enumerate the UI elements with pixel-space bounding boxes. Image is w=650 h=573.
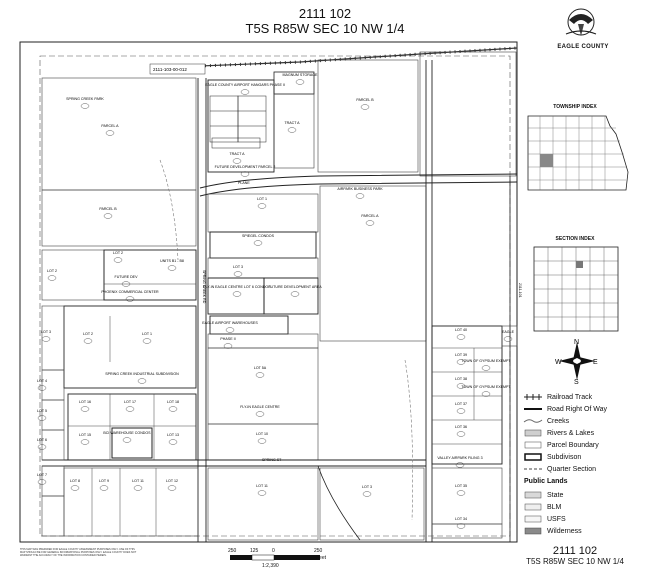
road-label-road_spring: SPRING CREEK RD (202, 270, 206, 304)
parcel-marker-tract_a2[interactable] (233, 159, 241, 164)
parcel-marker-airpark_bp[interactable] (356, 194, 364, 199)
section-index-title: SECTION INDEX (555, 236, 595, 242)
parcel-label-lot36: LOT 36 (455, 425, 467, 429)
parcel-label-eagle_airport_wh: EAGLE AIRPORT WAREHOUSES (202, 321, 258, 325)
legend-label: Wilderness (547, 527, 582, 535)
parcel-label-fly_in_centre: FLY-IN EAGLE CENTRE (240, 405, 280, 409)
parcel-marker-future_dev_area[interactable] (291, 292, 299, 297)
parcel-marker-lot3_sw[interactable] (42, 337, 50, 342)
parcel-label-lot13: LOT 13 (167, 433, 179, 437)
road-curve-s (318, 466, 360, 540)
parcel-marker-lot34[interactable] (457, 524, 465, 529)
parcel-marker-spring_creek_ind[interactable] (138, 379, 146, 384)
parcel-label-lot15: LOT 15 (79, 433, 91, 437)
parcel-marker-lot2_w[interactable] (48, 276, 56, 281)
parcel-marker-lot9[interactable] (100, 486, 108, 491)
legend-row-road (524, 404, 607, 414)
parcel-lot7 (42, 466, 64, 496)
parcel-label-lot6: LOT 6 (37, 438, 47, 442)
parcel-label-lot_3_s: LOT 3 (362, 485, 372, 489)
parcel-label-spring_creek_park: SPRING CREEK PARK (66, 97, 104, 101)
parcel-label-future_dev_w: FUTURE DEV (114, 275, 138, 279)
parcel-label-parcel_a_e: PARCEL A (361, 214, 379, 218)
parcel-label-tract_a: TRACT A (284, 121, 300, 125)
parcel-label-lot_11_s: LOT 11 (256, 484, 268, 488)
parcel-label-future_dev_area: FUTURE DEVELOPMENT AREA (268, 285, 322, 289)
parcel-marker-lot18[interactable] (169, 407, 177, 412)
map-title: T5S R85W SEC 10 NW 1/4 (245, 21, 405, 36)
disclaimer-text: THIS MAP WAS PREPARED FOR EAGLE COUNTY ASSESSMENT PURPOSES ONLY. USE OF THIS MAP SHOULD BE FOR GENERAL INFORMATIONAL PURPOSES ONLY. EAGLE COUNTY DOES NOT WARRANT THE ACCURACY OF THE INFORMATION CONTAINED HEREIN. (20, 548, 137, 557)
legend-row-usfs (524, 514, 566, 524)
parcel-marker-lot1_n[interactable] (258, 204, 266, 209)
scale-ratio: 1:2,390 (262, 563, 279, 569)
parcel-marker-eagle_airport_hangars[interactable] (241, 90, 249, 95)
legend-row-state (524, 490, 563, 500)
legend-label: Quarter Section (547, 465, 597, 473)
parcel-label-spring_creek_ind: SPRING CREEK INDUSTRIAL SUBDIVISION (105, 372, 179, 376)
hangar-grid (210, 96, 266, 148)
parcel-marker-parcel_b_e[interactable] (361, 105, 369, 110)
legend-row-subdiv (524, 452, 581, 462)
parcel-label-airpark_bp: AIRPARK BUSINESS PARK (337, 187, 383, 191)
section-highlight (576, 261, 583, 268)
parcel-marker-lot17[interactable] (126, 407, 134, 412)
parcel-marker-lot2_phoenix[interactable] (114, 258, 122, 263)
legend-label: Parcel Boundary (547, 441, 599, 449)
legend-label: Rivers & Lakes (547, 429, 595, 437)
parcel-label-lot2_sc: LOT 2 (83, 332, 93, 336)
parcel-marker-lot36[interactable] (457, 432, 465, 437)
parcel-label-lot8: LOT 8 (70, 479, 80, 483)
parcel-label-eagle_e: EAGLE (502, 330, 514, 334)
legend-label: USFS (547, 515, 566, 523)
parcel-marker-lot40[interactable] (457, 335, 465, 340)
parcel-marker-parcel_a_nw[interactable] (106, 131, 114, 136)
parcel-label-future_dev_2: FUTURE DEVELOPMENT PARCEL 2 (214, 165, 276, 169)
parcel-marker-units_b1[interactable] (168, 266, 176, 271)
parcel-marker-lot1_sc[interactable] (143, 339, 151, 344)
parcel-label-lot1_n: LOT 1 (257, 197, 267, 201)
parcel-lot6 (42, 430, 64, 460)
parcel-marker-town_gyp1[interactable] (482, 366, 490, 371)
parcel-eagle-e (502, 326, 517, 346)
parcel-label-lot_5a: LOT 5A (253, 366, 267, 370)
subdiv-lot6-condos (208, 278, 264, 314)
logo-text: EAGLE COUNTY (557, 44, 609, 50)
parcel-lot11-s (208, 468, 318, 540)
township-index-map (526, 112, 630, 194)
parcel-lot5 (42, 400, 64, 430)
parcel-lot35 (432, 468, 502, 524)
parcel-marker-fly_in_lot6[interactable] (233, 292, 241, 297)
road-label-top: 2111-103-00-012 (153, 67, 187, 72)
legend-row-creek (524, 416, 569, 426)
parcel-airpark (320, 186, 426, 341)
scale-label: 0 (272, 548, 275, 554)
parcel-label-lot40: LOT 40 (455, 328, 467, 332)
parcel-lot-sw (42, 496, 64, 536)
legend-row-parcel (524, 440, 599, 450)
parcel-label-lot5: LOT 5 (37, 409, 47, 413)
parcel-label-eagle_airport_hangars: EAGLE COUNTY AIRPORT HANGARS PHASE II (205, 83, 285, 87)
parcel-marker-tract_a[interactable] (288, 128, 296, 133)
parcel-marker-parcel_a_e[interactable] (366, 221, 374, 226)
parcel-label-magnum_storage: MAGNUM STORAGE (282, 73, 318, 77)
parcel-label-lot37: LOT 37 (455, 402, 467, 406)
parcel-marker-spring_creek_park[interactable] (81, 104, 89, 109)
parcel-tract-a (274, 94, 314, 168)
legend-label: Creeks (547, 417, 570, 425)
parcel-label-lot_10: LOT 10 (256, 432, 268, 436)
parcel-label-phase2: PHASE II (220, 337, 236, 341)
parcel-marker-bci[interactable] (123, 438, 131, 443)
parcel-marker-lot8[interactable] (71, 486, 79, 491)
parcel-marker-lot3_mid[interactable] (234, 272, 242, 277)
parcel-label-phoenix: PHOENIX COMMERCIAL CENTER (101, 290, 159, 294)
parcel-marker-valley_airpark[interactable] (456, 463, 464, 468)
parcel-marker-fly_in_centre[interactable] (256, 412, 264, 417)
creek-1 (160, 160, 178, 260)
parcel-label-lot2_phoenix: LOT 2 (113, 251, 123, 255)
parcel-marker-lot15[interactable] (81, 440, 89, 445)
parcel-marker-eagle_airport_wh[interactable] (226, 328, 234, 333)
parcel-marker-phase2[interactable] (224, 344, 232, 349)
legend-row-water (524, 428, 594, 438)
parcel-label-bci: BCI WAREHOUSE CONDOS (103, 431, 151, 435)
parcel-label-lot18: LOT 18 (167, 400, 179, 404)
parcel-label-lot3_mid: LOT 3 (233, 265, 243, 269)
parcel-marker-lot37[interactable] (457, 409, 465, 414)
legend-row-rail (524, 392, 592, 402)
scale-unit: Feet (316, 555, 327, 561)
subdiv-valley-airpark (432, 326, 502, 464)
township-highlight (540, 154, 553, 167)
parcel-label-lot11_sw: LOT 11 (132, 479, 144, 483)
parcel-label-lot2_w: LOT 2 (47, 269, 57, 273)
parcel-marker-lot_3_s[interactable] (363, 492, 371, 497)
parcel-marker-magnum_storage[interactable] (296, 80, 304, 85)
parcel-marker-lot35[interactable] (457, 491, 465, 496)
svg-text:S: S (574, 379, 579, 386)
parcel-label-lot35: LOT 35 (455, 484, 467, 488)
parcel-map[interactable] (18, 40, 522, 545)
parcel-marker-spiegel[interactable] (254, 241, 262, 246)
parcel-marker-lot_5a[interactable] (256, 373, 264, 378)
parcel-marker-parcel_b_w[interactable] (104, 214, 112, 219)
scale-label: 125 (250, 548, 259, 554)
parcel-b-west (42, 190, 196, 246)
creek-2 (405, 360, 413, 520)
parcel-lot4 (42, 370, 64, 400)
parcel-label-lot34: LOT 34 (455, 517, 467, 521)
legend-label: BLM (547, 503, 562, 511)
parcel-label-lot38: LOT 38 (455, 377, 467, 381)
parcel-label-lot3_sw: LOT 3 (41, 330, 51, 334)
parcel-label-lot16: LOT 16 (79, 400, 91, 404)
parcel-ne (420, 52, 516, 176)
parcel-label-parcel_a_nw: PARCEL A (101, 124, 119, 128)
parcel-label-valley_airpark: VALLEY AIRPARK FILING 3 (437, 456, 483, 460)
parcel-label-tract_a2: TRACT A (229, 152, 245, 156)
parcel-label-units_b1: UNITS B1 - B8 (160, 259, 184, 263)
eagle-county-logo (560, 6, 602, 42)
footer-title (520, 545, 630, 567)
parcel-marker-lot16[interactable] (81, 407, 89, 412)
parcel-marker-eagle_e[interactable] (504, 337, 512, 342)
legend-row-wilderness (524, 526, 582, 536)
map-number: 2111 102 (298, 6, 352, 21)
parcel-lot5a (208, 348, 318, 424)
section-index-map (532, 245, 624, 337)
parcel-label-lot1_sc: LOT 1 (142, 332, 152, 336)
legend-label: State (547, 491, 564, 499)
parcel-label-fly_in_lot6: FLY-IN EAGLE CENTRE LOT 6 CONDOS (203, 285, 271, 289)
map-frame (20, 42, 517, 542)
parcel-lot3-sw (42, 306, 64, 370)
parcel-label-town_gyp1: TOWN OF GYPSUM EXEMPT (461, 359, 511, 363)
parcel-marker-lot_11_s[interactable] (258, 491, 266, 496)
parcel-lot2-w (42, 250, 104, 300)
svg-text:E: E (593, 359, 598, 366)
parcel-b-east (318, 60, 418, 172)
legend-label: Railroad Track (547, 393, 593, 401)
parcel-marker-lot11_sw[interactable] (134, 486, 142, 491)
subdiv-warehouses (210, 316, 288, 334)
parcel-label-lot9: LOT 9 (99, 479, 109, 483)
road-label-road_plane: PLANE (238, 181, 250, 185)
parcel-marker-lot12[interactable] (168, 486, 176, 491)
public-lands-title: Public Lands (524, 478, 568, 485)
parcel-spring-creek-park (42, 78, 196, 190)
north-arrow-icon (555, 338, 599, 384)
svg-text:W: W (555, 359, 562, 366)
parcel-marker-town_gyp2[interactable] (482, 392, 490, 397)
parcel-label-lot12: LOT 12 (166, 479, 178, 483)
legend-label: Subdivison (547, 453, 582, 461)
parcel-marker-phoenix[interactable] (126, 297, 134, 302)
parcel-marker-lot2_sc[interactable] (84, 339, 92, 344)
parcel-label-spiegel: SPIEGEL CONDOS (241, 234, 275, 238)
road-label-road_spring_s: SPRING ST (262, 458, 282, 462)
parcel-lot3-mid (208, 258, 318, 278)
parcel-label-lot7: LOT 7 (37, 473, 47, 477)
svg-text:N: N (574, 339, 580, 346)
parcel-label-lot39: LOT 39 (455, 353, 467, 357)
parcel-future-area (264, 278, 318, 314)
parcel-label-lot4: LOT 4 (37, 379, 47, 383)
scale-label: 250 (228, 548, 237, 554)
parcel-lot10 (208, 424, 318, 460)
township-index-title: TOWNSHIP INDEX (553, 104, 597, 110)
footer-number: 2111 102 (552, 545, 598, 557)
scale-label: 250 (314, 548, 323, 554)
parcel-label-parcel_b_w: PARCEL B (99, 207, 117, 211)
legend-row-quarter (524, 464, 596, 474)
parcel-label-parcel_b_e: PARCEL B (356, 98, 374, 102)
parcel-marker-lot13[interactable] (169, 440, 177, 445)
parcel-label-town_gyp2: TOWN OF GYPSUM EXEMPT (461, 385, 511, 389)
legend-label: Road Right Of Way (547, 405, 608, 413)
parcel-label-lot17: LOT 17 (124, 400, 136, 404)
road-label-road_ramp: 2111-101 (518, 283, 522, 298)
footer-subtitle: T5S R85W SEC 10 NW 1/4 (526, 557, 624, 566)
parcel-marker-lot_10[interactable] (258, 439, 266, 444)
legend-row-blm (524, 502, 561, 512)
